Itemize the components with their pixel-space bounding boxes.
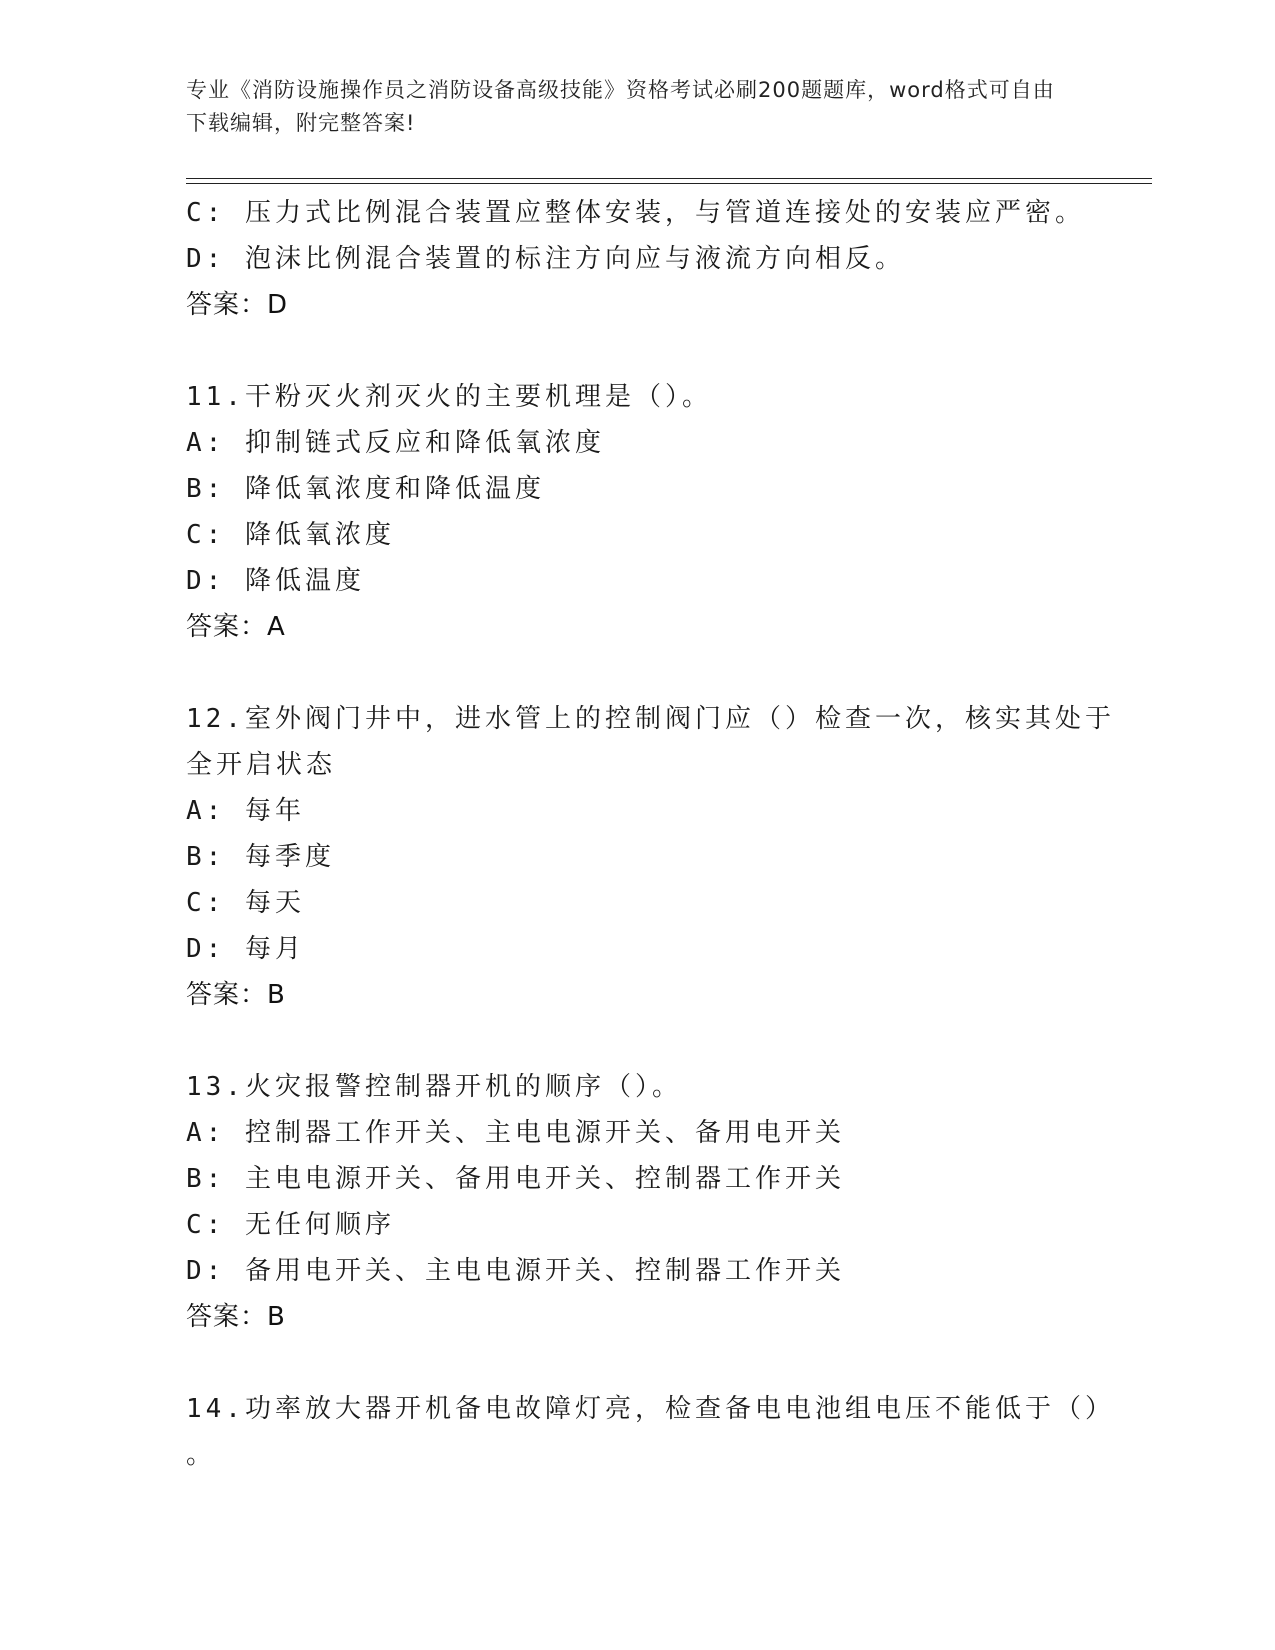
answer-line: 答案：B	[186, 1302, 286, 1332]
header-rule-bottom	[186, 183, 1152, 184]
option-d: D: 泡沫比例混合装置的标注方向应与液流方向相反。	[186, 244, 905, 274]
option-a: A: 控制器工作开关、主电电源开关、备用电开关	[186, 1118, 845, 1148]
question-stem-continued: 全开启状态	[186, 750, 337, 780]
option-b: B: 降低氧浓度和降低温度	[186, 474, 545, 504]
option-d: D: 每月	[186, 934, 305, 964]
option-c: C: 每天	[186, 888, 305, 918]
option-a: A: 抑制链式反应和降低氧浓度	[186, 428, 605, 458]
option-c: C: 压力式比例混合装置应整体安装，与管道连接处的安装应严密。	[186, 198, 1085, 228]
option-b: B: 每季度	[186, 842, 335, 872]
question-stem: 12.室外阀门井中，进水管上的控制阀门应（）检查一次，核实其处于	[186, 704, 1115, 734]
question-content	[186, 190, 1115, 1478]
option-c: C: 无任何顺序	[186, 1210, 395, 1240]
option-c: C: 降低氧浓度	[186, 520, 395, 550]
question-stem: 11.干粉灭火剂灭火的主要机理是（）。	[186, 382, 712, 412]
answer-line: 答案：D	[186, 290, 289, 320]
question-stem: 13.火灾报警控制器开机的顺序（）。	[186, 1072, 682, 1102]
question-stem: 14.功率放大器开机备电故障灯亮，检查备电电池组电压不能低于（）	[186, 1394, 1115, 1424]
answer-line: 答案：A	[186, 612, 286, 642]
option-d: D: 降低温度	[186, 566, 365, 596]
document-header: 专业《消防设施操作员之消防设备高级技能》资格考试必刷200题题库，word格式可自由下载编辑，附完整答案!	[186, 78, 1055, 135]
option-d: D: 备用电开关、主电电源开关、控制器工作开关	[186, 1256, 845, 1286]
option-b: B: 主电电源开关、备用电开关、控制器工作开关	[186, 1164, 845, 1194]
header-rule-top	[186, 178, 1152, 179]
question-stem-continued: 。	[186, 1440, 217, 1470]
option-a: A: 每年	[186, 796, 305, 826]
answer-line: 答案：B	[186, 980, 286, 1010]
